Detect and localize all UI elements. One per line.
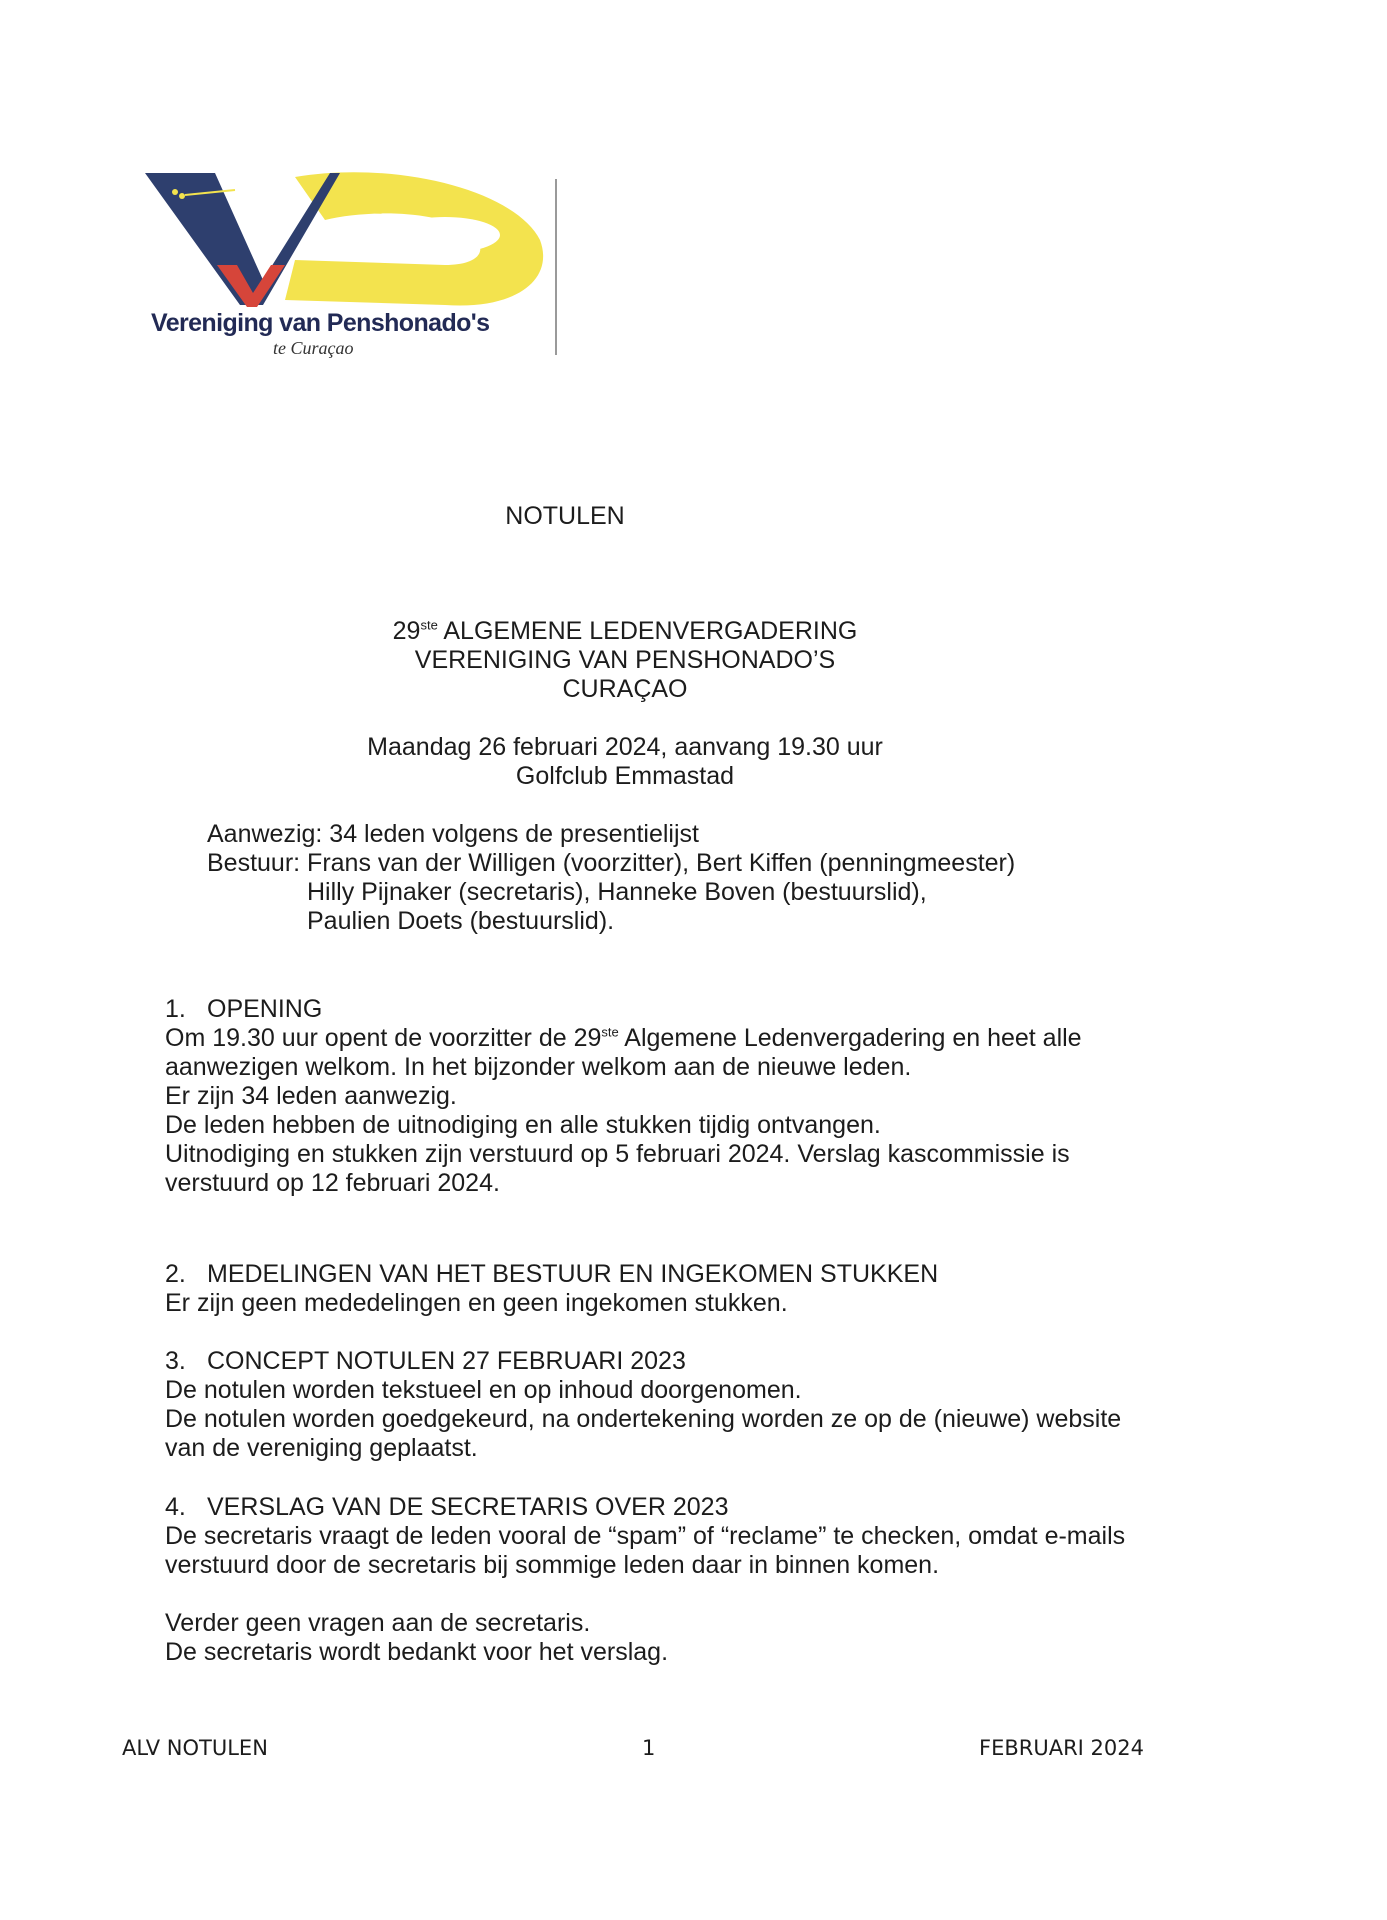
ordinal-suffix: ste [601,1024,619,1040]
section-heading [165,995,1082,1024]
section-text: Algemene Ledenvergadering en heet alle [618,1024,1082,1052]
ordinal-number: 29 [392,617,421,645]
section-title: OPENING [207,995,323,1023]
closing-line: De secretaris wordt bedankt voor het verslag. [165,1638,669,1666]
logo-divider [555,179,557,355]
logo-association-name: Vereniging van Penshonado's [151,309,490,337]
ordinal-suffix: ste [420,617,438,633]
section-line: De leden hebben de uitnodiging en alle stukken tijdig ontvangen. [165,1111,881,1139]
section-line: van de vereniging geplaatst. [165,1434,478,1462]
section-text: Om 19.30 uur opent de voorzitter de 29 [165,1024,602,1052]
attendance-board-line2: Hilly Pijnaker (secretaris), Hanneke Boven (bestuurslid), [307,878,927,906]
logo-place: te Curaçao [273,338,354,358]
section-number: 3. [165,1347,186,1375]
attendance-board-line3: Paulien Doets (bestuurslid). [307,907,615,935]
section-opening [165,995,1082,1198]
meeting-info [0,733,1250,791]
section-line: verstuurd op 12 februari 2024. [165,1169,500,1197]
association-logo [145,165,565,365]
section-secretary-report [165,1493,1125,1580]
page-footer [122,1736,1144,1766]
meeting-header-line3: CURAÇAO [562,675,688,703]
section-draft-minutes [165,1347,1121,1463]
section-line: Er zijn geen mededelingen en geen ingekomen stukken. [165,1289,788,1317]
section-announcements [165,1260,938,1318]
logo-star [172,189,178,195]
attendance-block [207,820,1015,936]
document-title: NOTULEN [505,502,625,530]
section-line [165,1024,1082,1053]
closing-line: Verder geen vragen aan de secretaris. [165,1609,591,1637]
logo-yellow-eye [390,217,500,253]
vvp-logo-graphic [145,165,545,315]
meeting-header-line2: VERENIGING VAN PENSHONADO’S [414,646,836,674]
meeting-type: ALGEMENE LEDENVERGADERING [437,617,858,645]
footer-date: FEBRUARI 2024 [979,1736,1144,1760]
section-line: De notulen worden tekstueel en op inhoud doorgenomen. [165,1376,802,1404]
meeting-date: Maandag 26 februari 2024, aanvang 19.30 uur [367,733,883,761]
section-line: aanwezigen welkom. In het bijzonder welkom aan de nieuwe leden. [165,1053,912,1081]
attendance-board-line1: Bestuur: Frans van der Willigen (voorzitter), Bert Kiffen (penningmeester) [207,849,1016,877]
section-heading [165,1347,1121,1376]
meeting-header-line1 [0,617,1250,646]
section-line: Er zijn 34 leden aanwezig. [165,1082,457,1110]
logo-star [179,193,185,199]
meeting-header [0,617,1250,704]
section-closing [165,1609,668,1667]
footer-page-number: 1 [642,1736,656,1760]
footer-document-name: ALV NOTULEN [122,1736,268,1760]
section-heading [165,1260,938,1289]
section-line: Uitnodiging en stukken zijn verstuurd op 5 februari 2024. Verslag kascommissie is [165,1140,1070,1168]
section-line: De secretaris vraagt de leden vooral de “spam” of “reclame” te checken, omdat e-mails [165,1522,1126,1550]
attendance-present: Aanwezig: 34 leden volgens de presentielijst [207,820,699,848]
section-line: verstuurd door de secretaris bij sommige leden daar in binnen komen. [165,1551,940,1579]
section-title: VERSLAG VAN DE SECRETARIS OVER 2023 [207,1493,729,1521]
section-number: 4. [165,1493,186,1521]
section-heading [165,1493,1125,1522]
section-title: MEDELINGEN VAN HET BESTUUR EN INGEKOMEN STUKKEN [207,1260,939,1288]
section-number: 2. [165,1260,186,1288]
section-number: 1. [165,995,186,1023]
meeting-location: Golfclub Emmastad [515,762,735,790]
section-line: De notulen worden goedgekeurd, na ondertekening worden ze op de (nieuwe) website [165,1405,1122,1433]
section-title: CONCEPT NOTULEN 27 FEBRUARI 2023 [207,1347,686,1375]
